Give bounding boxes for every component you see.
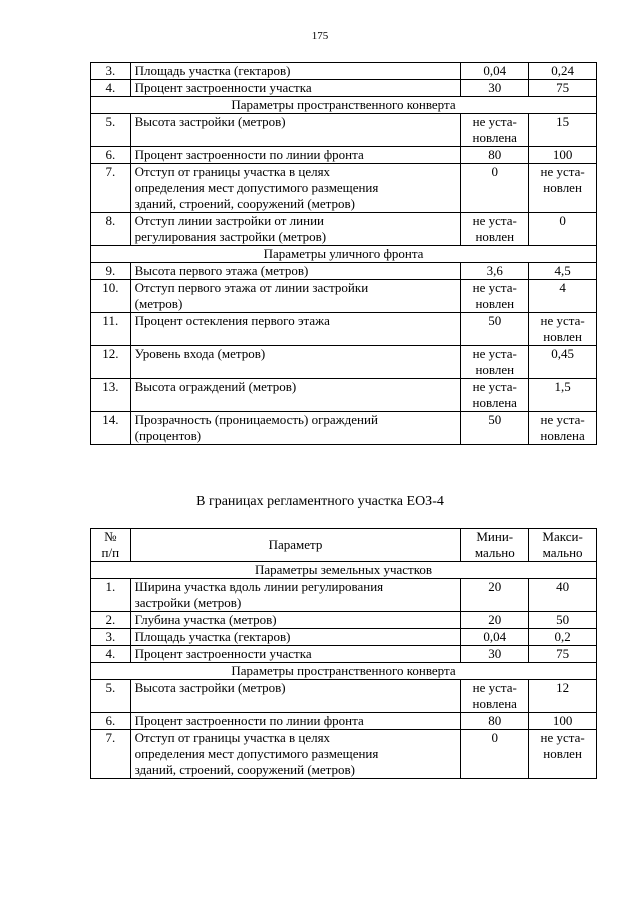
table-row	[91, 114, 597, 147]
table-row	[91, 646, 597, 663]
parameter-name: Площадь участка (гектаров)	[130, 63, 461, 80]
row-number: 7.	[91, 164, 131, 213]
min-value: 0,04	[461, 629, 529, 646]
section-row	[91, 663, 597, 680]
table-row	[91, 164, 597, 213]
max-value: не уста- новлена	[529, 412, 597, 445]
max-value: 50	[529, 612, 597, 629]
row-number: 6.	[91, 147, 131, 164]
max-value: 40	[529, 579, 597, 612]
row-number: 13.	[91, 379, 131, 412]
min-value: не уста- новлена	[461, 379, 529, 412]
section-caption: В границах регламентного участка ЕОЗ-4	[196, 494, 444, 509]
max-value: 100	[529, 713, 597, 730]
table-row	[91, 213, 597, 246]
row-number: 5.	[91, 114, 131, 147]
row-number: 4.	[91, 646, 131, 663]
min-value: 50	[461, 412, 529, 445]
row-number: 7.	[91, 730, 131, 779]
parameter-name: Ширина участка вдоль линии регулирования застройки (метров)	[130, 579, 461, 612]
row-number: 14.	[91, 412, 131, 445]
row-number: 9.	[91, 263, 131, 280]
section-title: Параметры уличного фронта	[91, 246, 597, 263]
row-number: 6.	[91, 713, 131, 730]
table-row	[91, 63, 597, 80]
max-value: 12	[529, 680, 597, 713]
min-value: 0	[461, 730, 529, 779]
header-max: Макси- мально	[529, 529, 597, 562]
table-row	[91, 579, 597, 612]
parameter-name: Высота застройки (метров)	[130, 680, 461, 713]
section-title: Параметры земельных участков	[91, 562, 597, 579]
header-param: Параметр	[130, 529, 461, 562]
row-number: 4.	[91, 80, 131, 97]
table-row	[91, 379, 597, 412]
table-row	[91, 629, 597, 646]
table-row	[91, 730, 597, 779]
max-value: 15	[529, 114, 597, 147]
max-value: 100	[529, 147, 597, 164]
max-value: не уста- новлен	[529, 730, 597, 779]
parameter-name: Отступ линии застройки от линии регулирования застройки (метров)	[130, 213, 461, 246]
min-value: 80	[461, 147, 529, 164]
row-number: 5.	[91, 680, 131, 713]
max-value: 0	[529, 213, 597, 246]
row-number: 2.	[91, 612, 131, 629]
max-value: 75	[529, 646, 597, 663]
table-row	[91, 313, 597, 346]
min-value: 30	[461, 80, 529, 97]
parameter-name: Отступ от границы участка в целях определения мест допустимого размещения зданий, строений, сооружений (метров)	[130, 730, 461, 779]
parameter-name: Процент застроенности участка	[130, 80, 461, 97]
min-value: не уста- новлен	[461, 346, 529, 379]
min-value: 30	[461, 646, 529, 663]
parameter-name: Глубина участка (метров)	[130, 612, 461, 629]
max-value: не уста- новлен	[529, 164, 597, 213]
parameter-name: Площадь участка (гектаров)	[130, 629, 461, 646]
parameter-name: Отступ первого этажа от линии застройки (метров)	[130, 280, 461, 313]
table-row	[91, 80, 597, 97]
min-value: 0,04	[461, 63, 529, 80]
table-row	[91, 147, 597, 164]
parameter-name: Процент застроенности участка	[130, 646, 461, 663]
max-value: 0,2	[529, 629, 597, 646]
row-number: 11.	[91, 313, 131, 346]
min-value: не уста- новлен	[461, 213, 529, 246]
parameter-name: Прозрачность (проницаемость) ограждений (процентов)	[130, 412, 461, 445]
row-number: 1.	[91, 579, 131, 612]
header-num: № п/п	[91, 529, 131, 562]
section-row	[91, 246, 597, 263]
row-number: 12.	[91, 346, 131, 379]
max-value: 0,24	[529, 63, 597, 80]
parameter-name: Высота ограждений (метров)	[130, 379, 461, 412]
header-min: Мини- мально	[461, 529, 529, 562]
parameter-name: Отступ от границы участка в целях определения мест допустимого размещения зданий, строений, сооружений (метров)	[130, 164, 461, 213]
max-value: 1,5	[529, 379, 597, 412]
parameter-name: Процент остекления первого этажа	[130, 313, 461, 346]
min-value: 20	[461, 612, 529, 629]
section-title: Параметры пространственного конверта	[91, 663, 597, 680]
row-number: 10.	[91, 280, 131, 313]
row-number: 3.	[91, 63, 131, 80]
table-row	[91, 346, 597, 379]
min-value: 80	[461, 713, 529, 730]
parameter-name: Процент застроенности по линии фронта	[130, 147, 461, 164]
section-row	[91, 97, 597, 114]
min-value: не уста- новлена	[461, 114, 529, 147]
table-row	[91, 280, 597, 313]
table-row	[91, 263, 597, 280]
section-row	[91, 562, 597, 579]
max-value: 4,5	[529, 263, 597, 280]
min-value: не уста- новлена	[461, 680, 529, 713]
table-row	[91, 412, 597, 445]
table-row	[91, 612, 597, 629]
table-row	[91, 713, 597, 730]
min-value: не уста- новлен	[461, 280, 529, 313]
parameters-table-continued	[90, 62, 597, 445]
max-value: 0,45	[529, 346, 597, 379]
row-number: 8.	[91, 213, 131, 246]
max-value: не уста- новлен	[529, 313, 597, 346]
parameters-table-eoz4	[90, 528, 597, 779]
parameter-name: Процент застроенности по линии фронта	[130, 713, 461, 730]
parameter-name: Высота первого этажа (метров)	[130, 263, 461, 280]
row-number: 3.	[91, 629, 131, 646]
max-value: 4	[529, 280, 597, 313]
page-number: 175	[311, 30, 329, 42]
min-value: 50	[461, 313, 529, 346]
min-value: 20	[461, 579, 529, 612]
table-header-row	[91, 529, 597, 562]
max-value: 75	[529, 80, 597, 97]
parameter-name: Высота застройки (метров)	[130, 114, 461, 147]
section-title: Параметры пространственного конверта	[91, 97, 597, 114]
parameter-name: Уровень входа (метров)	[130, 346, 461, 379]
table-row	[91, 680, 597, 713]
min-value: 3,6	[461, 263, 529, 280]
min-value: 0	[461, 164, 529, 213]
